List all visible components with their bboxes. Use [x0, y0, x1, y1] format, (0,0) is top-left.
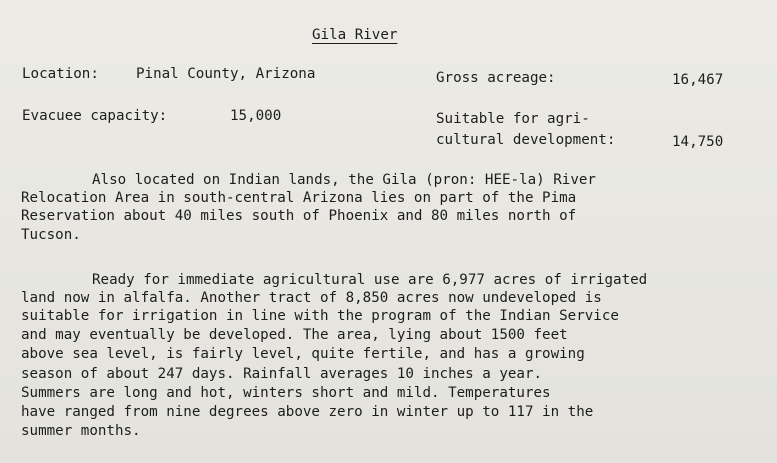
evacuee-capacity-value: 15,000 [230, 108, 282, 124]
paragraph-1-line: Also located on Indian lands, the Gila (pron: HEE-la) River [92, 172, 596, 188]
paragraph-1-line: Reservation about 40 miles south of Phoenix and 80 miles north of [21, 208, 577, 224]
paragraph-2-line: Ready for immediate agricultural use are 6,977 acres of irrigated [92, 272, 648, 288]
suitable-value: 14,750 [672, 134, 724, 150]
suitable-label-line1: Suitable for agri- [436, 111, 590, 127]
location-value: Pinal County, Arizona [136, 66, 316, 82]
paragraph-1-line: Tucson. [21, 227, 81, 243]
paragraph-2-line: and may eventually be developed. The area, lying about 1500 feet [21, 327, 568, 343]
paragraph-2-line: above sea level, is fairly level, quite fertile, and has a growing [21, 346, 585, 362]
paragraph-2-line: have ranged from nine degrees above zero in winter up to 117 in the [21, 404, 594, 420]
paragraph-2-line: Summers are long and hot, winters short and mild. Temperatures [21, 385, 551, 401]
paragraph-2-line: season of about 247 days. Rainfall averages 10 inches a year. [21, 366, 543, 382]
paragraph-2-line: land now in alfalfa. Another tract of 8,850 acres now undeveloped is [21, 290, 602, 306]
paragraph-2-line: summer months. [21, 423, 141, 439]
evacuee-capacity-label: Evacuee capacity: [22, 108, 168, 124]
paragraph-1-line: Relocation Area in south-central Arizona lies on part of the Pima [21, 190, 577, 206]
paragraph-2-line: suitable for irrigation in line with the program of the Indian Service [21, 308, 619, 324]
suitable-label-line2: cultural development: [436, 132, 616, 148]
gross-acreage-label: Gross acreage: [436, 70, 556, 86]
page-title: Gila River [312, 27, 398, 43]
gross-acreage-value: 16,467 [672, 72, 724, 88]
location-label: Location: [22, 66, 99, 82]
